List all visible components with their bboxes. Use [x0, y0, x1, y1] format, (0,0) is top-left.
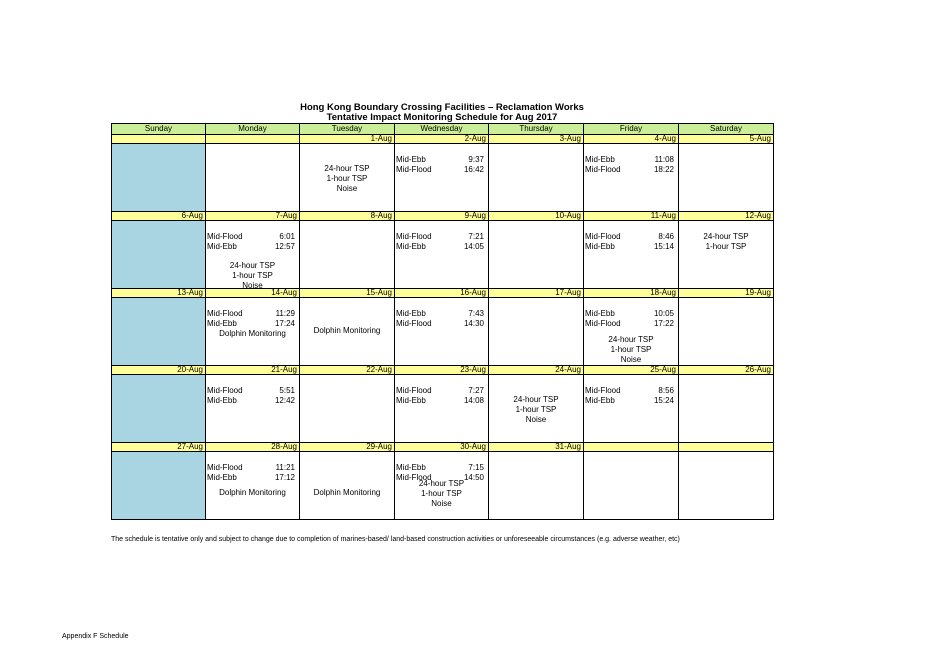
monitoring-activity: 1-hour TSP — [515, 405, 557, 414]
tide-event — [585, 165, 674, 175]
tide-events — [585, 386, 674, 406]
day-cell — [584, 144, 679, 212]
date-label: 20-Aug — [112, 366, 206, 375]
tide-phase: Mid-Ebb — [207, 242, 237, 251]
date-label: 31-Aug — [489, 443, 584, 452]
tide-time: 12:42 — [274, 396, 295, 405]
footnote: The schedule is tentative only and subject to change due to completion of marines-based/ land-based construction activities or unforeseeable circumstances (e.g. adverse weather, etc) — [111, 536, 680, 543]
monitoring-activity: Noise — [525, 415, 547, 424]
day-cell — [112, 298, 206, 366]
tide-events — [396, 155, 484, 175]
day-cell — [206, 221, 300, 289]
tide-phase: Mid-Flood — [585, 165, 621, 174]
tide-phase: Mid-Flood — [207, 463, 243, 472]
tide-time: 14:30 — [463, 319, 484, 328]
date-label: 11-Aug — [584, 212, 679, 221]
day-cell — [206, 298, 300, 366]
day-cell — [395, 452, 489, 520]
day-header: Saturday — [679, 124, 774, 135]
day-cell — [206, 452, 300, 520]
day-cell — [679, 452, 774, 520]
tide-event — [396, 463, 484, 473]
tide-phase: Mid-Ebb — [207, 473, 237, 482]
monitoring-activity: Dolphin Monitoring — [219, 329, 286, 338]
tide-event — [207, 242, 295, 252]
tide-phase: Mid-Ebb — [396, 242, 426, 251]
monitoring-activities — [395, 479, 488, 509]
date-label: 26-Aug — [679, 366, 774, 375]
day-cell — [489, 298, 584, 366]
tide-phase: Mid-Flood — [207, 309, 243, 318]
tide-time: 7:15 — [468, 463, 484, 472]
date-label: 5-Aug — [679, 135, 774, 144]
monitoring-activity: Noise — [431, 499, 452, 508]
monitoring-activities — [206, 261, 299, 291]
monitoring-activity: 24-hour TSP — [418, 479, 465, 488]
monitoring-activities — [584, 335, 678, 365]
tide-event — [207, 386, 295, 396]
day-cell — [679, 298, 774, 366]
tide-time: 10:05 — [653, 309, 674, 318]
tide-event — [396, 165, 484, 175]
day-cell — [395, 221, 489, 289]
tide-phase: Mid-Flood — [396, 473, 432, 482]
date-label: 14-Aug — [206, 289, 300, 298]
date-label: 7-Aug — [206, 212, 300, 221]
tide-phase: Mid-Ebb — [396, 155, 426, 164]
day-cell — [679, 221, 774, 289]
tide-phase: Mid-Flood — [207, 232, 243, 241]
day-cell — [584, 221, 679, 289]
date-label: 19-Aug — [679, 289, 774, 298]
tide-events — [585, 309, 674, 329]
tide-event — [585, 386, 674, 396]
day-cell — [679, 144, 774, 212]
appendix-label: Appendix F Schedule — [62, 633, 129, 640]
date-label: 22-Aug — [300, 366, 395, 375]
tide-events — [396, 232, 484, 252]
day-cell — [395, 298, 489, 366]
tide-event — [396, 396, 484, 406]
day-cell — [206, 375, 300, 443]
tide-event — [207, 309, 295, 319]
tide-time: 7:27 — [468, 386, 484, 395]
day-cell — [206, 144, 300, 212]
day-cell — [395, 144, 489, 212]
monitoring-activities — [206, 329, 299, 339]
date-label: 1-Aug — [300, 135, 395, 144]
tide-phase: Mid-Flood — [585, 386, 621, 395]
tide-time: 11:08 — [654, 155, 674, 164]
document-title: Hong Kong Boundary Crossing Facilities – Reclamation Works — [300, 102, 584, 113]
tide-event — [396, 319, 484, 329]
tide-phase: Mid-Ebb — [396, 463, 426, 472]
tide-time: 14:05 — [463, 242, 484, 251]
tide-events — [207, 463, 295, 483]
day-cell — [112, 221, 206, 289]
monitoring-activity: 24-hour TSP — [229, 261, 276, 270]
tide-event — [396, 155, 484, 165]
tide-time: 18:22 — [653, 165, 674, 174]
day-cell — [112, 452, 206, 520]
date-label: 18-Aug — [584, 289, 679, 298]
tide-event — [585, 155, 674, 165]
monitoring-activity: 24-hour TSP — [324, 164, 370, 173]
date-label: 3-Aug — [489, 135, 584, 144]
document-subtitle: Tentative Impact Monitoring Schedule for Aug 2017 — [326, 112, 558, 123]
day-header: Thursday — [489, 124, 584, 135]
date-label — [206, 135, 300, 144]
monitoring-activity: Noise — [242, 281, 263, 290]
day-header-row — [112, 124, 774, 135]
tide-event — [207, 319, 295, 329]
monitoring-activity: Dolphin Monitoring — [313, 488, 381, 497]
day-cell — [584, 298, 679, 366]
tide-time: 11:21 — [275, 463, 295, 472]
tide-phase: Mid-Ebb — [207, 396, 237, 405]
day-cell — [584, 452, 679, 520]
tide-event — [396, 309, 484, 319]
day-header: Sunday — [112, 124, 206, 135]
monitoring-activity: Noise — [336, 184, 358, 193]
tide-phase: Mid-Ebb — [585, 309, 615, 318]
tide-event — [207, 463, 295, 473]
tide-time: 6:01 — [279, 232, 295, 241]
tide-event — [207, 473, 295, 483]
week-row — [112, 144, 774, 212]
tide-event — [396, 386, 484, 396]
date-label — [584, 443, 679, 452]
date-label: 27-Aug — [112, 443, 206, 452]
day-cell — [489, 221, 584, 289]
tide-phase: Mid-Flood — [396, 386, 432, 395]
day-cell — [489, 375, 584, 443]
tide-phase: Mid-Flood — [396, 165, 432, 174]
date-label: 25-Aug — [584, 366, 679, 375]
day-cell — [679, 375, 774, 443]
tide-time: 8:46 — [658, 232, 674, 241]
monitoring-activity: Dolphin Monitoring — [219, 488, 286, 497]
week-row — [112, 221, 774, 289]
date-label: 21-Aug — [206, 366, 300, 375]
tide-phase: Mid-Flood — [396, 319, 432, 328]
tide-event — [585, 319, 674, 329]
day-cell — [300, 144, 395, 212]
date-label: 4-Aug — [584, 135, 679, 144]
tide-time: 12:57 — [274, 242, 295, 251]
monitoring-activity: Noise — [620, 355, 642, 364]
date-row — [112, 135, 774, 144]
date-label: 2-Aug — [395, 135, 489, 144]
week-row — [112, 452, 774, 520]
day-cell — [300, 221, 395, 289]
date-label: 6-Aug — [112, 212, 206, 221]
monitoring-activity: 1-hour TSP — [610, 345, 652, 354]
date-label: 16-Aug — [395, 289, 489, 298]
tide-event — [585, 309, 674, 319]
monitoring-activity: 1-hour TSP — [326, 174, 368, 183]
tide-phase: Mid-Ebb — [396, 396, 426, 405]
date-label: 29-Aug — [300, 443, 395, 452]
day-cell — [300, 452, 395, 520]
tide-time: 15:14 — [653, 242, 674, 251]
tide-events — [585, 232, 674, 252]
day-cell — [112, 375, 206, 443]
week-row — [112, 298, 774, 366]
day-header: Tuesday — [300, 124, 395, 135]
tide-time: 5:51 — [279, 386, 295, 395]
tide-time: 11:29 — [275, 309, 295, 318]
tide-phase: Mid-Ebb — [585, 242, 615, 251]
day-cell — [489, 144, 584, 212]
tide-event — [585, 242, 674, 252]
monitoring-activity: 1-hour TSP — [232, 271, 273, 280]
tide-events — [396, 386, 484, 406]
monitoring-activities — [679, 232, 773, 252]
tide-phase: Mid-Flood — [207, 386, 243, 395]
date-label: 10-Aug — [489, 212, 584, 221]
tide-event — [585, 232, 674, 242]
tide-events — [207, 386, 295, 406]
date-label: 17-Aug — [489, 289, 584, 298]
monitoring-activities — [300, 488, 394, 498]
date-row — [112, 443, 774, 452]
tide-phase: Mid-Ebb — [207, 319, 237, 328]
tide-time: 14:08 — [463, 396, 484, 405]
tide-time: 17:22 — [653, 319, 674, 328]
date-label: 30-Aug — [395, 443, 489, 452]
tide-event — [207, 396, 295, 406]
tide-time: 8:56 — [658, 386, 674, 395]
monitoring-activities — [489, 395, 583, 425]
day-cell — [489, 452, 584, 520]
tide-events — [396, 309, 484, 329]
date-row — [112, 212, 774, 221]
calendar-body — [112, 135, 774, 520]
tide-phase: Mid-Ebb — [396, 309, 426, 318]
week-row — [112, 375, 774, 443]
tide-events — [207, 232, 295, 252]
day-header: Wednesday — [395, 124, 489, 135]
date-label: 13-Aug — [112, 289, 206, 298]
date-label: 8-Aug — [300, 212, 395, 221]
tide-event — [585, 396, 674, 406]
date-label — [112, 135, 206, 144]
tide-time: 17:12 — [274, 473, 295, 482]
monitoring-activities — [206, 488, 299, 498]
date-label: 9-Aug — [395, 212, 489, 221]
monitoring-activity: Dolphin Monitoring — [313, 326, 381, 335]
tide-phase: Mid-Flood — [396, 232, 432, 241]
date-row — [112, 366, 774, 375]
date-label: 12-Aug — [679, 212, 774, 221]
monitoring-activity: 24-hour TSP — [513, 395, 559, 404]
monitoring-activity: 24-hour TSP — [703, 232, 749, 241]
tide-phase: Mid-Flood — [585, 319, 621, 328]
monitoring-activities — [300, 164, 394, 194]
monitoring-activities — [300, 326, 394, 336]
tide-time: 7:43 — [468, 309, 484, 318]
tide-time: 17:24 — [274, 319, 295, 328]
monitoring-activity: 24-hour TSP — [608, 335, 654, 344]
tide-time: 9:37 — [468, 155, 484, 164]
date-label: 28-Aug — [206, 443, 300, 452]
tide-events — [585, 155, 674, 175]
monitoring-activity: 1-hour TSP — [705, 242, 747, 251]
day-header: Friday — [584, 124, 679, 135]
tide-time: 15:24 — [653, 396, 674, 405]
tide-event — [396, 232, 484, 242]
day-header: Monday — [206, 124, 300, 135]
date-label — [679, 443, 774, 452]
day-cell — [300, 298, 395, 366]
day-cell — [584, 375, 679, 443]
date-label: 15-Aug — [300, 289, 395, 298]
day-cell — [300, 375, 395, 443]
tide-events — [207, 309, 295, 329]
monitoring-activity: 1-hour TSP — [421, 489, 462, 498]
day-cell — [395, 375, 489, 443]
tide-time: 14:50 — [463, 473, 484, 482]
tide-event — [207, 232, 295, 242]
monitoring-calendar — [111, 123, 774, 520]
tide-phase: Mid-Ebb — [585, 396, 615, 405]
tide-time: 16:42 — [463, 165, 484, 174]
tide-phase: Mid-Ebb — [585, 155, 615, 164]
tide-time: 7:21 — [468, 232, 484, 241]
day-cell — [112, 144, 206, 212]
date-label: 24-Aug — [489, 366, 584, 375]
date-label: 23-Aug — [395, 366, 489, 375]
tide-phase: Mid-Flood — [585, 232, 621, 241]
tide-event — [396, 242, 484, 252]
